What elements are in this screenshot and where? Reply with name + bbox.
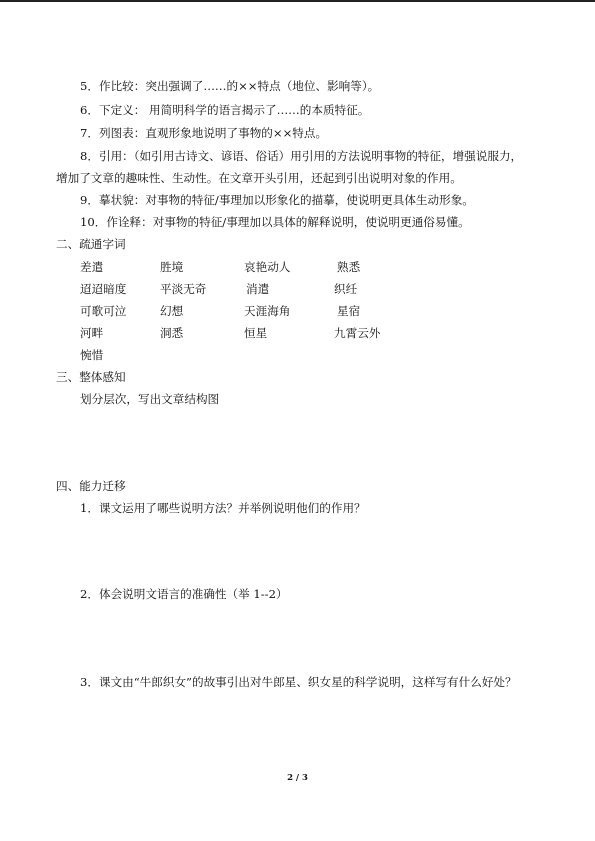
- method-item-9: 9．摹状貌：对事物的特征/事理加以形象化的描摹，使说明更具体生动形象。: [80, 193, 474, 207]
- method-item-10: 10．作诠释：对事物的特征/事理加以具体的解释说明，使说明更通俗易懂。: [80, 215, 470, 229]
- word: 九霄云外: [334, 326, 381, 340]
- word: 惋惜: [80, 348, 104, 362]
- word: 熟悉: [337, 260, 361, 274]
- word: 哀艳动人: [244, 260, 291, 274]
- word: 河畔: [80, 326, 104, 340]
- page-number: 2 / 3: [287, 773, 308, 783]
- section-2-title: 二、疏通字词: [56, 237, 126, 251]
- word: 平淡无奇: [160, 282, 207, 296]
- question-1: 1．课文运用了哪些说明方法？并举例说明他们的作用？: [80, 501, 366, 515]
- question-3: 3．课文由“牛郎织女”的故事引出对牛郎星、织女星的科学说明，这样写有什么好处？: [80, 675, 517, 689]
- word: 差遣: [80, 260, 104, 274]
- word: 织纴: [334, 282, 358, 296]
- section-3-instruction: 划分层次，写出文章结构图: [80, 392, 220, 406]
- word: 可歌可泣: [80, 304, 127, 318]
- word: 天涯海角: [244, 304, 291, 318]
- word: 洞悉: [160, 326, 184, 340]
- word: 星宿: [337, 304, 361, 318]
- page-top-border: [0, 0, 595, 2]
- section-3-title: 三、整体感知: [56, 370, 126, 384]
- word: 胜境: [160, 260, 184, 274]
- word: 恒星: [244, 326, 268, 340]
- word: 迢迢暗度: [80, 282, 127, 296]
- method-item-6: 6．下定义： 用简明科学的语言揭示了……的本质特征。: [80, 103, 370, 117]
- question-2: 2．体会说明文语言的准确性（举 1--2）: [80, 587, 288, 601]
- method-item-7: 7．列图表：直观形象地说明了事物的××特点。: [80, 126, 328, 140]
- method-item-5: 5．作比较：突出强调了……的××特点（地位、影响等）。: [80, 79, 380, 93]
- method-item-8-continued: 增加了文章的趣味性、生动性。在文章开头引用，还起到引出说明对象的作用。: [56, 171, 462, 185]
- word: 消遣: [246, 282, 270, 296]
- section-4-title: 四、能力迁移: [56, 479, 126, 493]
- word: 幻想: [160, 304, 184, 318]
- method-item-8: 8．引用：（如引用古诗文、谚语、俗话）用引用的方法说明事物的特征，增强说服力，: [80, 149, 523, 163]
